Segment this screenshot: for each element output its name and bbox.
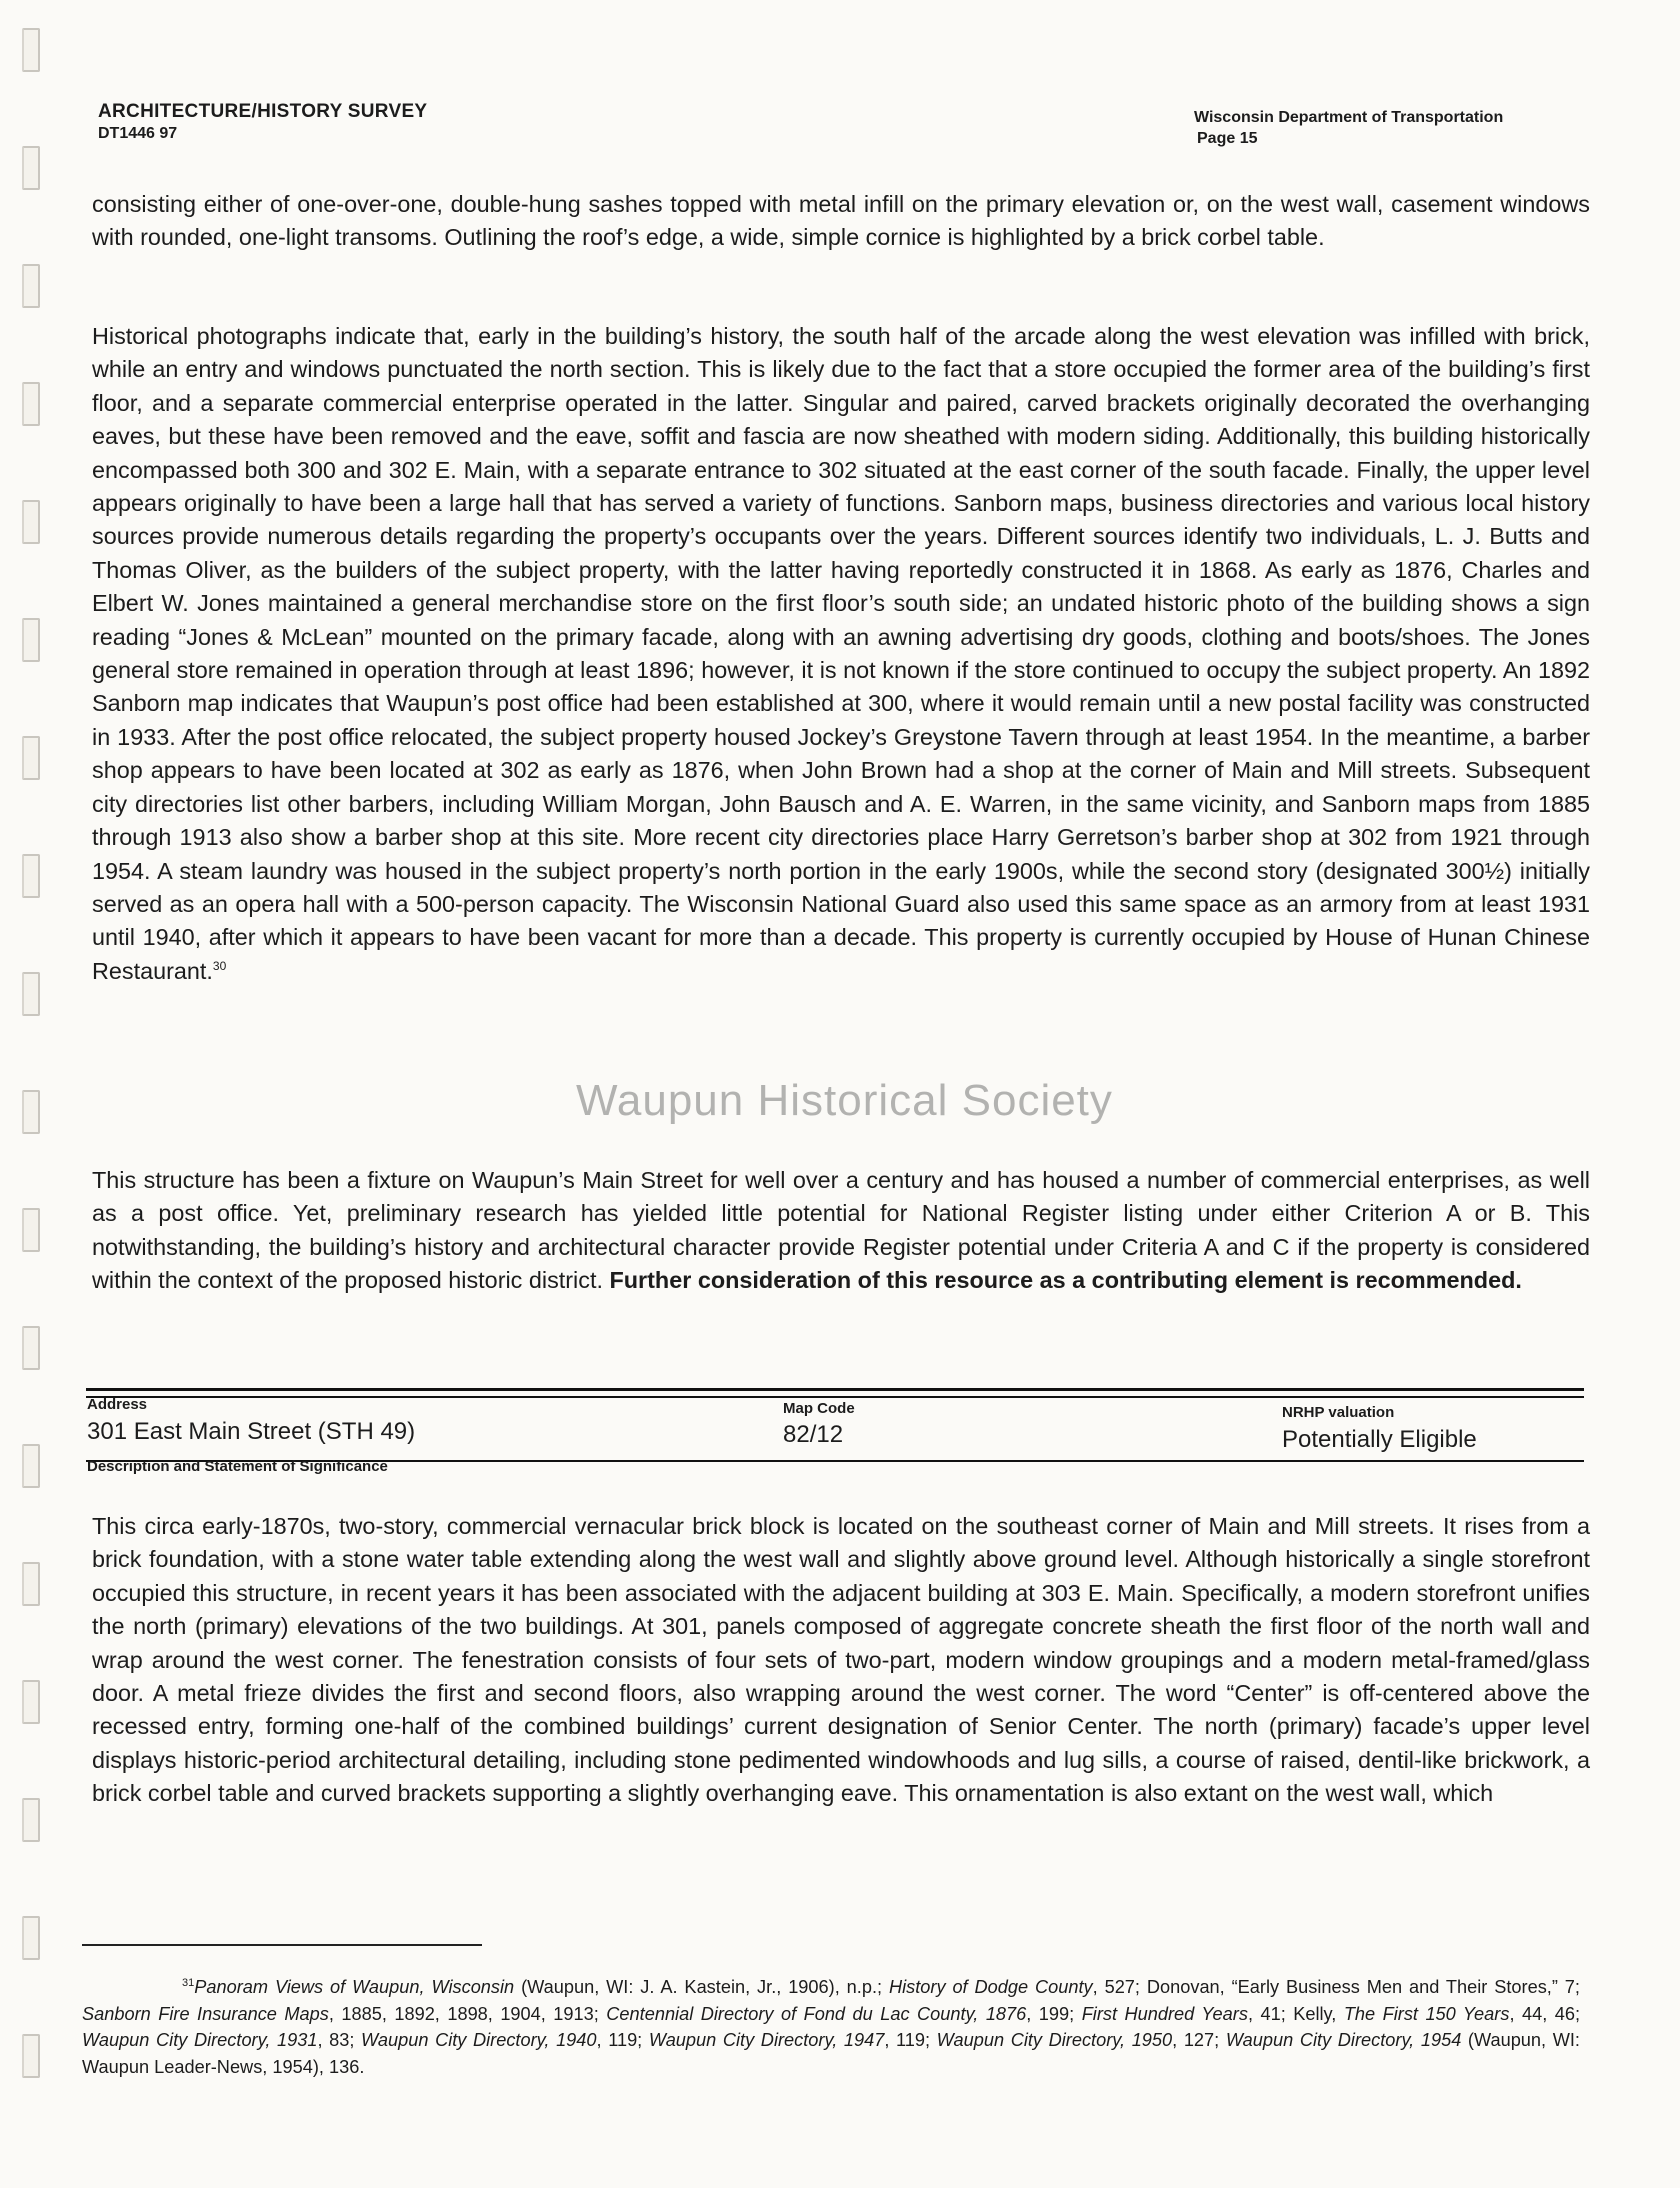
divider-thick: [86, 1388, 1584, 1391]
binder-hole: [22, 264, 40, 308]
binder-hole: [22, 1798, 40, 1842]
footnote-part: Waupun City Directory, 1947: [648, 2030, 885, 2050]
footnote-part: , 127;: [1172, 2030, 1226, 2050]
address-label: Address: [87, 1396, 148, 1413]
nrhp-value: Potentially Eligible: [1282, 1426, 1477, 1453]
description-label: Description and Statement of Significance: [87, 1458, 388, 1475]
binder-hole: [22, 1562, 40, 1606]
binder-hole: [22, 1444, 40, 1488]
survey-header: [98, 100, 427, 144]
binder-holes: [22, 28, 44, 2108]
footnote-part: Waupun City Directory, 1950: [936, 2030, 1173, 2050]
paragraph-significance: [92, 1164, 1590, 1298]
page-number: Page 15: [1197, 129, 1258, 147]
footnote-part: Waupun City Directory, 1954: [1225, 2030, 1462, 2050]
binder-hole: [22, 618, 40, 662]
footnote-part: , 199;: [1026, 2003, 1082, 2024]
footnote-number: 31: [182, 1976, 195, 1989]
form-code: DT1446 97: [98, 124, 178, 142]
binder-hole: [22, 500, 40, 544]
footnote-part: , 527; Donovan, “Early Business Men and Their Stores,” 7;: [1092, 1977, 1580, 1997]
footnote-rule: [82, 1944, 482, 1946]
footnote-ref: 30: [212, 958, 227, 973]
significance-text: This structure has been a fixture on Waupun’s Main Street for well over a century and has housed a number of commercial enterprises, as well as a post office. Yet, preliminary research has yielded little potential for National Register listing under either Criterion A or B. This notwithstanding, the building’s history and architectural character provide Register potential under Criteria A and C if the property is considered within the context of the proposed historic district.: [92, 1167, 1590, 1294]
address-value: 301 East Main Street (STH 49): [87, 1418, 416, 1445]
paragraph-continuation: consisting either of one-over-one, double-hung sashes topped with metal infill on the primary elevation or, on the west wall, casement windows with rounded, one-light transoms. Outlining the roof’s edge, a wide, simple cornice is highlighted by a brick corbel table.: [92, 191, 1590, 251]
footnote-part: , 119;: [596, 2030, 649, 2050]
footnote-part: (Waupun, WI: Waupun Leader-News, 1954), 136.: [82, 2030, 1580, 2077]
paragraph-history-text: Historical photographs indicate that, early in the building’s history, the south half of the arcade along the west elevation was infilled with brick, while an entry and windows punctuated the north section. This is likely due to the fact that a store occupied the former area of the building’s first floor, and a separate commercial enterprise operated in the latter. Singular and paired, carved brackets originally decorated the overhanging eaves, but these have been removed and the eave, soffit and fascia are now sheathed with modern siding. Additionally, this building historically encompassed both 300 and 302 E. Main, with a separate entrance to 302 situated at the east corner of the south facade. Finally, the upper level appears originally to have been a large hall that has served a variety of functions. Sanborn maps, business directories and various local history sources provide numerous details regarding the property’s occupants over the years. Different sources identify two individuals, L. J. Butts and Thomas Oliver, as the builders of the subject property, with the latter having reportedly constructed it in 1868. As early as 1876, Charles and Elbert W. Jones maintained a general merchandise store on the first floor’s south side; an undated historic photo of the building shows a sign reading “Jones & McLean” mounted on the primary facade, along with an awning advertising dry goods, clothing and boots/shoes. The Jones general store remained in operation through at least 1896; however, it is not known if the store continued to occupy the subject property. An 1892 Sanborn map indicates that Waupun’s post office had been established at 300, where it would remain until a new postal facility was constructed in 1933. After the post office relocated, the subject property housed Jockey’s Greystone Tavern through at least 1954. In the meantime, a barber shop appears to have been located at 302 as early as 1876, when John Brown had a shop at the corner of Main and Mill streets. Subsequent city directories list other barbers, including William Morgan, John Bausch and A. E. Warren, in the same vicinity, and Sanborn maps from 1885 through 1913 also show a barber shop at this site. More recent city directories place Harry Gerretson’s barber shop at 302 from 1921 through 1954. A steam laundry was housed in the subject property’s north portion in the early 1900s, while the second story (designated 300½) initially served as an opera hall with a 500-person capacity. The Wisconsin National Guard also used this same space as an armory from at least 1931 until 1940, after which it appears to have been vacant for more than a decade. This property is currently occupied by House of Hunan Chinese Restaurant.: [92, 323, 1590, 984]
map-code-label: Map Code: [783, 1400, 855, 1417]
binder-hole: [22, 146, 40, 190]
binder-hole: [22, 382, 40, 426]
binder-hole: [22, 1680, 40, 1724]
binder-hole: [22, 28, 40, 72]
binder-hole: [22, 854, 40, 898]
nrhp-label: NRHP valuation: [1282, 1404, 1395, 1421]
footnote-part: The First 150 Years: [1343, 2003, 1510, 2024]
footnote-part: , 119;: [884, 2030, 937, 2050]
binder-hole: [22, 1090, 40, 1134]
footnote-part: (Waupun, WI: J. A. Kastein, Jr., 1906), n.p.;: [514, 1977, 889, 1997]
binder-hole: [22, 736, 40, 780]
recommendation: Further consideration of this resource as a contributing element is recommended.: [609, 1267, 1522, 1294]
footnote-part: Sanborn Fire Insurance Maps: [82, 2003, 329, 2024]
paragraph-description: This circa early-1870s, two-story, commercial vernacular brick block is located on the southeast corner of Main and Mill streets. It rises from a brick foundation, with a stone water table extending along the west wall and slightly above ground level. Although historically a single storefront occupied this structure, in recent years it has been associated with the adjacent building at 303 E. Main. Specifically, a modern storefront unifies the north (primary) elevations of the two buildings. At 301, panels composed of aggregate concrete sheath the first floor of the north wall and wrap around the west corner. The fenestration consists of four sets of two-part, modern window groupings and a modern metal-framed/glass door. A metal frieze divides the first and second floors, also wrapping around the west corner. The word “Center” is off-centered above the recessed entry, forming one-half of the combined buildings’ current designation of Senior Center. The north (primary) facade’s upper level displays historic-period architectural detailing, including stone pedimented windowhoods and lug sills, a course of raised, dentil-like brickwork, a brick corbel table and curved brackets supporting a slightly overhanging eave. This ornamentation is also extant on the west wall, which: [92, 1513, 1590, 1807]
binder-hole: [22, 1208, 40, 1252]
map-code-value: 82/12: [783, 1421, 844, 1448]
footnote-part: , 41; Kelly,: [1247, 2003, 1344, 2024]
footnote-part: Waupun City Directory, 1931: [82, 2030, 318, 2050]
watermark: Waupun Historical Society: [576, 1076, 1113, 1125]
department-header: [1194, 108, 1594, 150]
survey-title: ARCHITECTURE/HISTORY SURVEY: [98, 101, 428, 122]
footnote-part: , 44, 46;: [1509, 2003, 1581, 2024]
binder-hole: [22, 1916, 40, 1960]
divider-thin: [86, 1396, 1584, 1398]
footnote-part: First Hundred Years: [1081, 2003, 1248, 2024]
footnote-part: Centennial Directory of Fond du Lac County, 1876: [606, 2003, 1027, 2024]
footnote: [82, 1974, 1580, 2080]
binder-hole: [22, 2034, 40, 2078]
binder-hole: [22, 972, 40, 1016]
paragraph-history: [92, 320, 1590, 988]
footnote-part: History of Dodge County: [888, 1977, 1093, 1997]
footnote-part: , 83;: [317, 2030, 362, 2050]
footnote-part: , 1885, 1892, 1898, 1904, 1913;: [328, 2003, 607, 2024]
footnote-part: Panoram Views of Waupun, Wisconsin: [194, 1977, 515, 1997]
footnote-part: Waupun City Directory, 1940: [361, 2030, 597, 2050]
department-name: Wisconsin Department of Transportation: [1194, 109, 1504, 126]
binder-hole: [22, 1326, 40, 1370]
